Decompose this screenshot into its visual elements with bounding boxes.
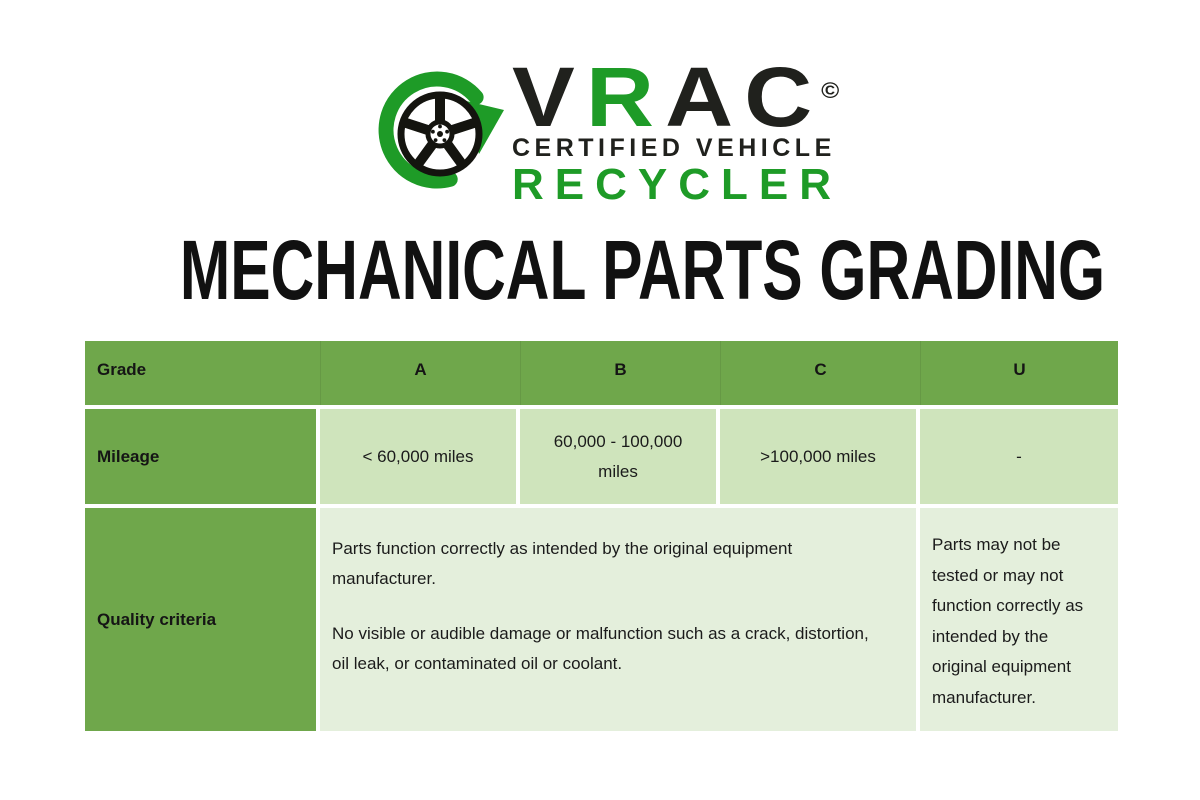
brand-text bbox=[512, 50, 843, 209]
header-grade-b: B bbox=[520, 341, 720, 405]
mileage-grade-u: - bbox=[920, 409, 1118, 504]
header-grade: Grade bbox=[97, 360, 147, 379]
brand-logo bbox=[374, 50, 843, 209]
header-grade-a: A bbox=[320, 341, 520, 405]
quality-grades-abc-cell bbox=[320, 508, 916, 731]
page-title bbox=[0, 223, 1200, 317]
quality-grade-u-cell: Parts may not be tested or may not function correctly as intended by the original equipment manufacturer. bbox=[920, 508, 1118, 731]
header-grade-u: U bbox=[920, 341, 1118, 405]
brand-subtitle-certified-vehicle: CERTIFIED VEHICLE bbox=[512, 134, 836, 162]
grading-table bbox=[85, 341, 1118, 731]
quality-abc-paragraph-2: No visible or audible damage or malfunction such as a crack, distortion, oil leak, or contaminated oil or coolant. bbox=[332, 624, 869, 673]
page-title-text: MECHANICAL PARTS GRADING bbox=[179, 223, 1106, 317]
brand-letter-a: A bbox=[665, 50, 745, 144]
mileage-grade-c: >100,000 miles bbox=[720, 409, 916, 504]
mileage-grade-b: 60,000 - 100,000 miles bbox=[520, 409, 716, 504]
table-header-row bbox=[85, 341, 1118, 405]
brand-letter-r: R bbox=[585, 50, 666, 144]
row-label-quality-criteria: Quality criteria bbox=[85, 508, 316, 731]
wheel-recycle-arrow-icon bbox=[374, 62, 508, 196]
brand-subtitle-recycler: RECYCLER bbox=[512, 160, 843, 209]
brand-letter-v: V bbox=[512, 50, 586, 144]
brand-name bbox=[512, 50, 882, 144]
row-label-mileage: Mileage bbox=[85, 409, 316, 504]
mileage-grade-a: < 60,000 miles bbox=[320, 409, 516, 504]
quality-abc-paragraph-1: Parts function correctly as intended by the original equipment manufacturer. bbox=[332, 539, 793, 588]
copyright-symbol: © bbox=[821, 78, 840, 103]
header-grade-c: C bbox=[720, 341, 920, 405]
brand-letter-c: C bbox=[744, 50, 824, 144]
